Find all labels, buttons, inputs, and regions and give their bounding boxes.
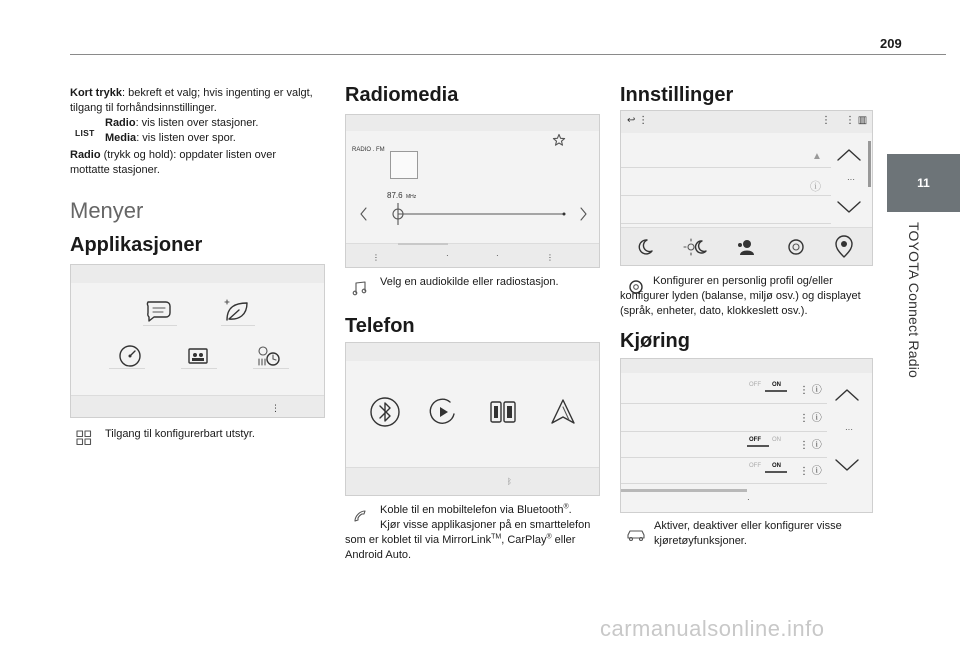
radio-band-label: RADIO . FM [352,147,385,153]
star-icon[interactable] [552,133,566,147]
warning-icon: ▲ [812,151,822,162]
bluetooth-icon[interactable] [368,395,402,429]
row-divider [621,223,831,224]
telefon-screen [345,342,600,496]
contacts-app-icon[interactable] [181,341,215,371]
dot-icon[interactable]: · [496,251,499,260]
trademark-mark: TM [491,533,502,541]
registered-mark: ® [546,533,552,541]
row-divider [621,431,827,432]
station-logo-placeholder [390,151,418,179]
tuner-slider[interactable] [360,203,588,225]
toggle-off-label[interactable]: OFF [749,463,761,469]
telefon-heading: Telefon [345,315,415,337]
chevron-down-icon[interactable] [835,199,863,215]
toggle-off-label[interactable]: OFF [749,437,761,443]
innstillinger-heading: Innstillinger [620,84,734,106]
radiomedia-screen [345,114,600,268]
screen-top-bar [621,359,872,373]
row-divider [621,483,827,484]
delete-icon[interactable]: ⋮ ▥ [845,115,868,126]
night-mode-icon[interactable] [635,237,655,257]
chevron-down-icon[interactable] [833,457,861,473]
media-line [105,131,315,146]
android-auto-icon[interactable] [546,395,580,429]
more-dots-icon[interactable]: ⋮ [271,403,280,413]
more-dots-icon[interactable]: ⋮ [821,115,831,126]
settings-screen [620,110,873,266]
radio-hold-paragraph [70,148,315,178]
radio-hold-text: (trykk og hold): oppdater listen over mottatte stasjoner. [70,149,277,176]
gauge-app-icon[interactable] [113,341,147,371]
bluetooth-small-icon: ᛒ [507,477,512,486]
icon-underline [181,368,217,369]
settings-gear-icon[interactable] [785,237,807,257]
mirrorlink-icon[interactable] [486,395,520,429]
icon-underline [109,368,145,369]
telefon-caption-line1: Koble til en mobiltelefon via Bluetooth [380,504,564,516]
kort-trykk-label: Kort trykk [70,87,122,99]
toggle-indicator [765,471,787,473]
toggle-on-label[interactable]: ON [772,437,781,443]
kjoring-heading: Kjøring [620,330,690,352]
telefon-caption-line2-mid: , CarPlay [501,534,547,546]
icon-underline [253,368,289,369]
registered-mark: ® [563,503,569,511]
toggle-off-label[interactable]: OFF [749,382,761,388]
kort-trykk-text: : bekreft et valg; hvis ingenting er valgt, tilgang til forhåndsinnstillinger. [70,87,313,114]
function-row-icons[interactable]: ⋮ ⓘ [799,440,822,451]
back-arrow-icon[interactable]: ↩ ⋮ [627,115,649,126]
car-icon [626,527,646,543]
page-number: 209 [880,36,902,51]
row-divider [621,195,831,196]
telefon-caption-line2-end: eller Android Auto. [345,534,576,561]
screen-top-bar [71,265,324,283]
frequency-unit: MHz [406,194,417,200]
radio-text: : vis listen over stasjoner. [135,117,259,129]
radio-line [105,116,315,131]
screen-top-bar [621,111,872,133]
messages-app-icon[interactable] [141,295,175,325]
screen-top-bar [346,115,599,131]
applications-screen [70,264,325,418]
profile-icon[interactable] [735,237,755,257]
eco-app-icon[interactable] [219,295,253,325]
header-rule [70,54,946,55]
chapter-title: TOYOTA Connect Radio [906,222,922,378]
screen-top-bar [346,343,599,361]
dot-icon: · [747,495,750,504]
climate-app-icon[interactable] [251,341,285,371]
scroll-indicator [398,243,448,245]
telefon-caption-line1-end: . [568,504,572,516]
icon-underline [143,325,177,326]
kjoring-caption: Aktiver, deaktiver eller konfigurer visse kjøretøyfunksjoner. [654,520,842,547]
icon-underline [221,325,255,326]
row-divider [621,403,827,404]
info-icon: ⓘ [810,181,821,193]
applikasjoner-heading: Applikasjoner [70,234,203,256]
toggle-indicator [747,445,769,447]
day-night-icon[interactable] [683,237,709,257]
apps-grid-icon [76,430,92,446]
innstillinger-caption: Konfigurer en personlig profil og/eller konfigurer lyden (balanse, miljø osv.) og displayet (språk, enheter, dato, klokkeslett osv.). [620,275,861,317]
driving-screen [620,358,873,513]
telefon-caption [345,503,595,518]
more-dots-icon[interactable]: ⋮ [546,253,554,262]
radiomedia-caption: Velg en audiokilde eller radiostasjon. [380,276,559,288]
function-row-icons[interactable]: ⋮ ⓘ [799,466,822,477]
radio-label: Radio [105,117,136,129]
voice-settings-icon[interactable] [833,235,855,259]
ellipsis-icon: ··· [845,425,853,434]
watermark: carmanualsonline.info [600,616,825,641]
screen-bottom-bar [346,243,599,267]
kort-trykk-paragraph [70,86,315,116]
music-note-icon [352,280,368,296]
scrollbar[interactable] [868,141,871,187]
function-row-icons[interactable]: ⋮ ⓘ [799,385,822,396]
toggle-indicator [765,390,787,392]
function-row-icons[interactable]: ⋮ ⓘ [799,413,822,424]
media-text: : vis listen over spor. [136,132,236,144]
telefon-caption-2 [345,518,595,563]
radiomedia-heading: Radiomedia [345,84,459,106]
menyer-heading: Menyer [70,198,144,223]
telefon-caption-line2: Kjør visse applikasjoner på en smarttelefon som er koblet til via MirrorLink [345,519,591,546]
carplay-icon[interactable] [426,395,460,429]
chapter-tab: 11 [887,154,960,212]
row-divider [621,167,831,168]
toggle-on-label[interactable]: ON [772,382,781,388]
more-dots-icon[interactable]: ⋮ [372,253,380,262]
row-divider [621,457,827,458]
media-label: Media [105,132,137,144]
toggle-on-label[interactable]: ON [772,463,781,469]
frequency-value: 87.6 [387,191,403,200]
screen-bottom-bar [71,395,324,417]
ellipsis-icon: ··· [847,175,855,184]
screen-bottom-bar [346,467,599,495]
chevron-up-icon[interactable] [835,147,863,163]
chevron-up-icon[interactable] [833,387,861,403]
list-tag: LIST [75,128,95,138]
scroll-indicator [621,489,747,492]
dot-icon[interactable]: · [446,251,449,260]
radio-hold-label: Radio [70,149,101,161]
applikasjoner-caption: Tilgang til konfigurerbart utstyr. [105,428,255,440]
